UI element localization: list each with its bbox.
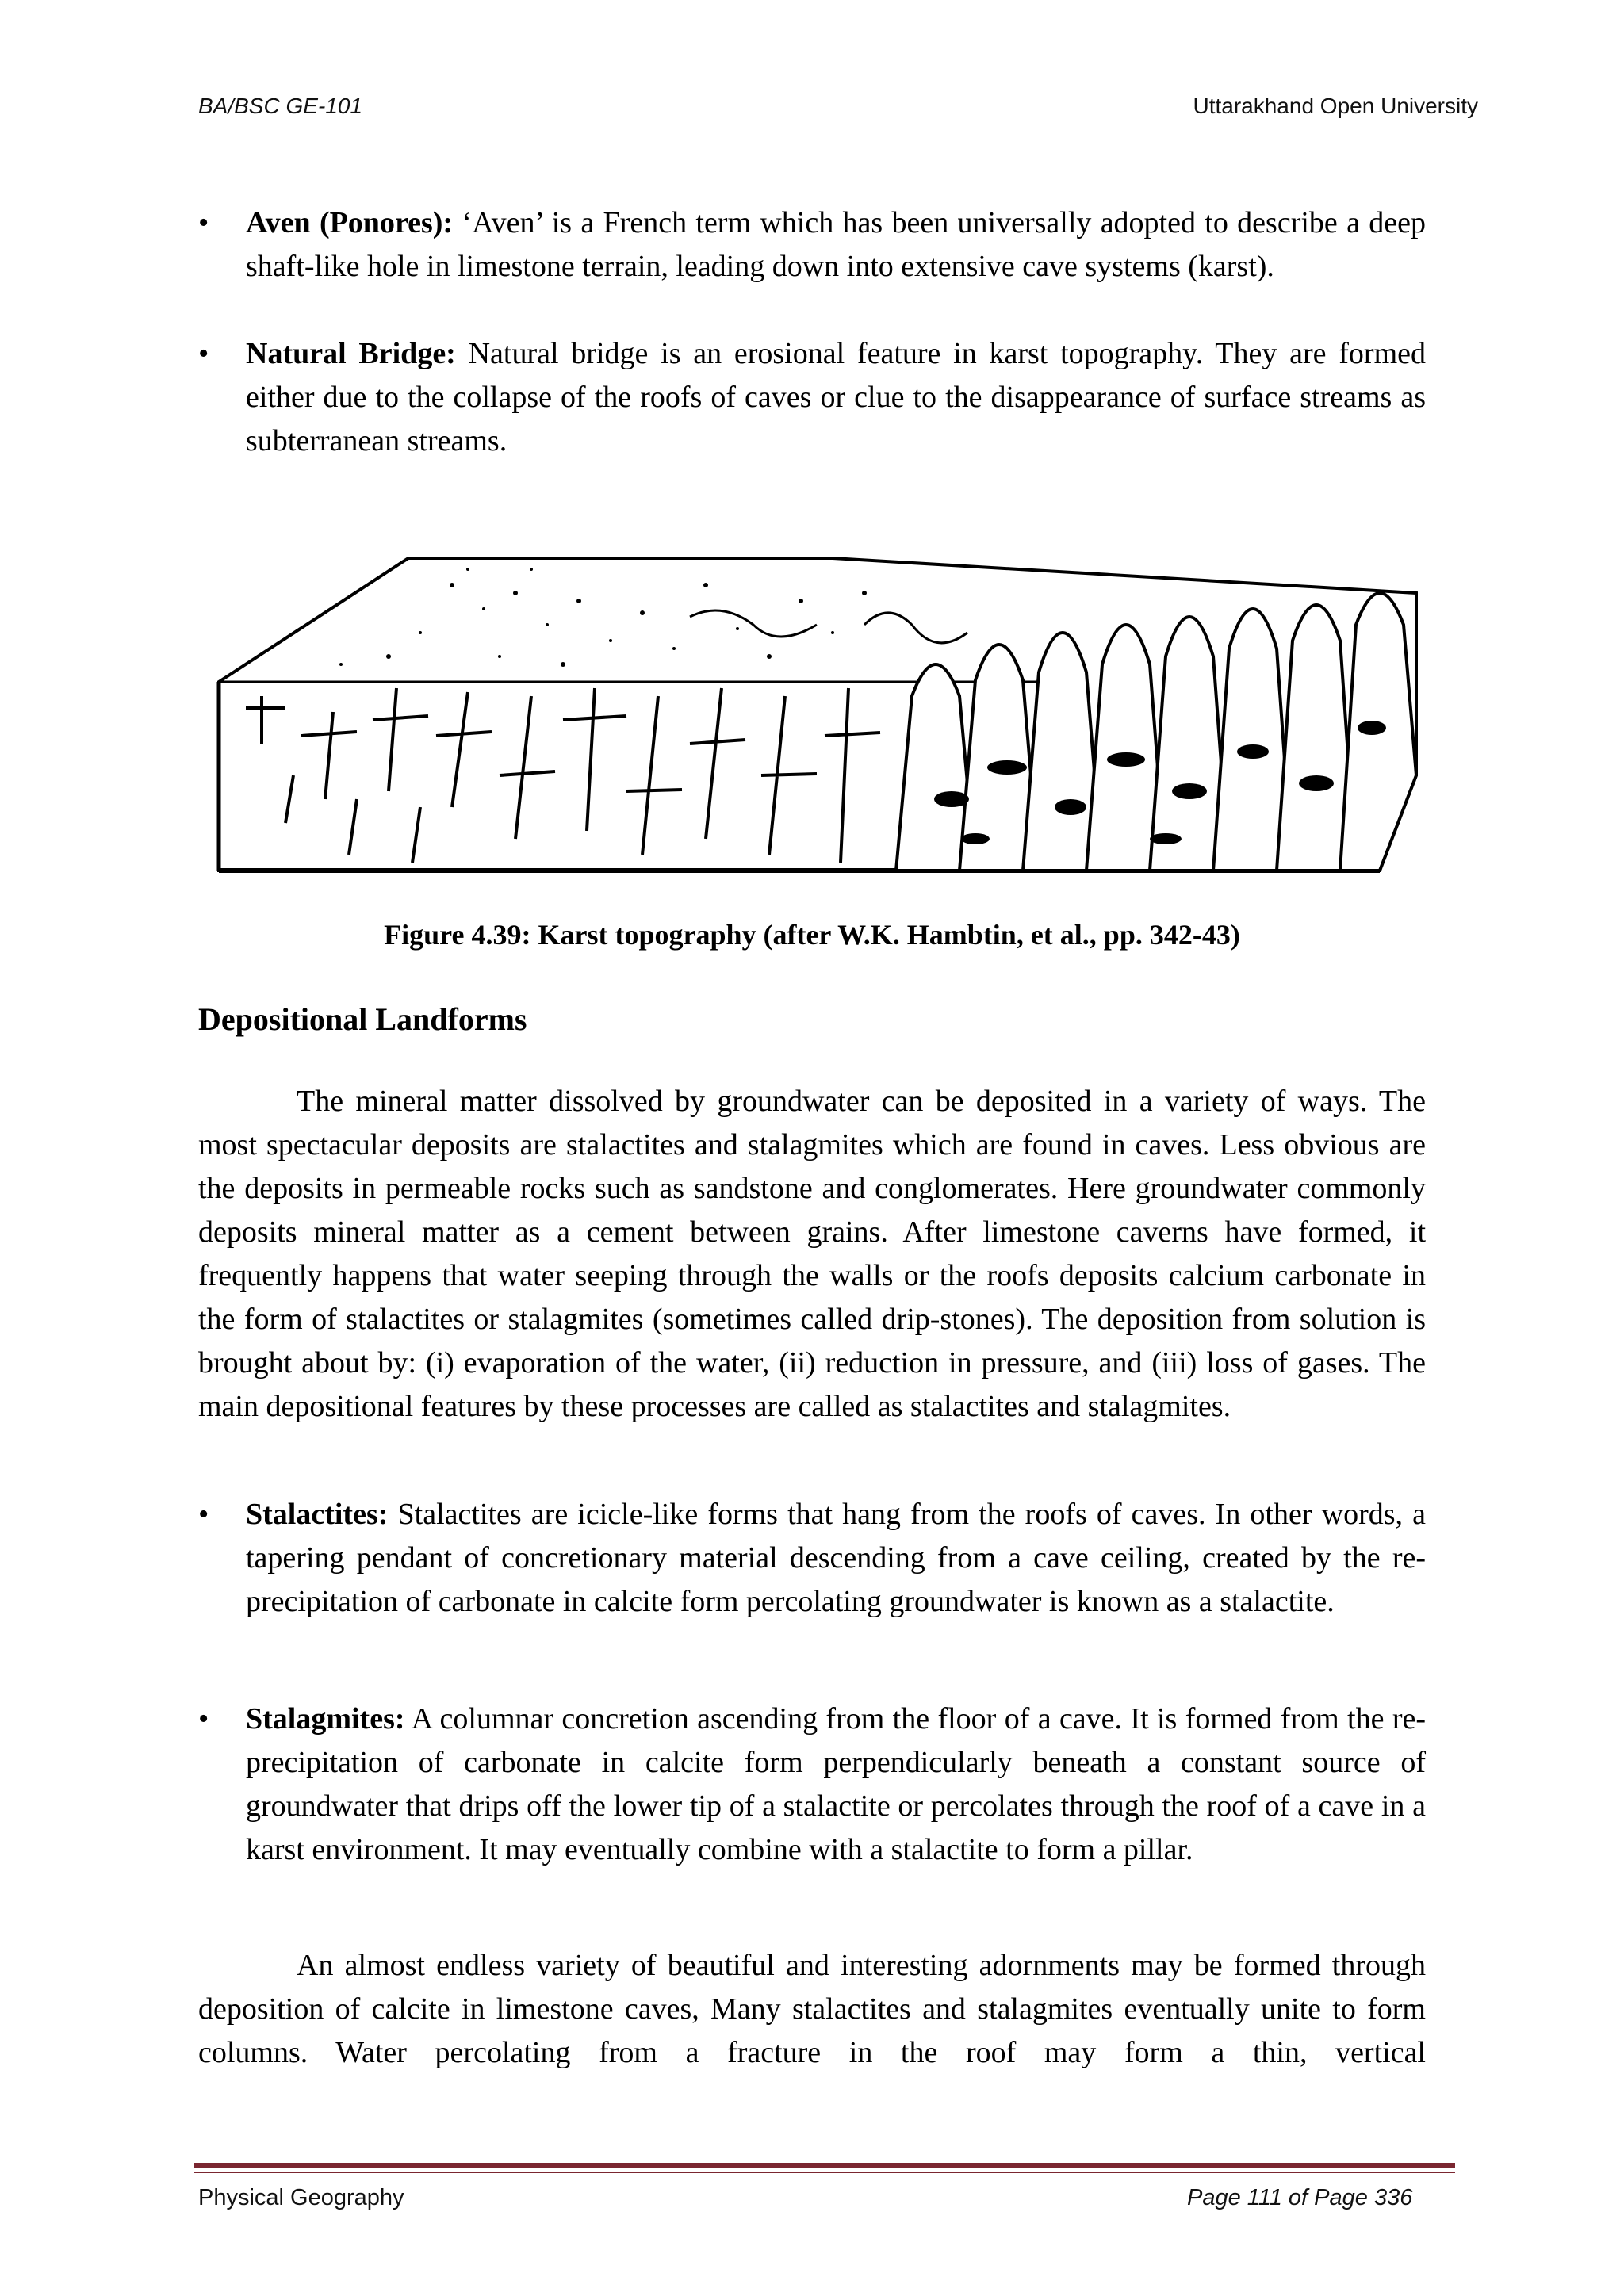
bullet-term: Stalagmites: bbox=[246, 1702, 405, 1735]
bullet-stalactites bbox=[198, 1493, 1426, 1624]
bullet-marker: • bbox=[198, 337, 209, 370]
section-title: Depositional Landforms bbox=[198, 1001, 527, 1037]
header-university: Uttarakhand Open University bbox=[1193, 94, 1478, 118]
intro-paragraph: The mineral matter dissolved by groundwater can be deposited in a variety of ways. The most spectacular deposits are stalactites and stalagmites which are found in caves. Less obvious are the deposits in permeable rocks such as sandstone and conglomerates. Here groundwater commonly deposits mineral matter as a cement between grains. After limestone caverns have formed, it frequently happens that water seeping through the walls or the roofs deposits calcium carbonate in the form of stalactites or stalagmites (sometimes called drip-stones). The deposition from solution is brought about by: (i) evaporation of the water, (ii) reduction in pressure, and (iii) loss of gases. The main depositional features by these processes are called as stalactites and stalagmites. bbox=[198, 1085, 1426, 1423]
footer-subject: Physical Geography bbox=[198, 2185, 404, 2210]
bullet-text: Natural bridge is an erosional feature in karst topography. They are formed either due to the collapse of the roofs of caves or clue to the disappearance of surface streams as subterranean streams. bbox=[246, 337, 1426, 457]
figure-caption: Figure 4.39: Karst topography (after W.K. Hambtin, et al., pp. 342-43) bbox=[384, 919, 1240, 951]
bullet-natural-bridge bbox=[198, 332, 1426, 463]
footer-page-number: Page 111 of Page 336 bbox=[1187, 2185, 1413, 2210]
footer-rule-thin bbox=[194, 2172, 1455, 2173]
footer-rule-thick bbox=[194, 2163, 1455, 2168]
header-course-code: BA/BSC GE-101 bbox=[198, 94, 362, 118]
bullet-aven bbox=[198, 201, 1426, 289]
bullet-text: A columnar concretion ascending from the floor of a cave. It is formed from the re-precipitation of carbonate in calcite form perpendicularly beneath a constant source of groundwater that drips off the lower tip of a stalactite or percolates through the roof of a cave in a karst environment. It may eventually combine with a stalactite to form a pillar. bbox=[246, 1702, 1426, 1866]
bullet-stalagmites bbox=[198, 1697, 1426, 1872]
bullet-term: Natural Bridge: bbox=[246, 337, 456, 370]
bullet-marker: • bbox=[198, 206, 209, 239]
karst-topography-figure bbox=[214, 538, 1427, 894]
bullet-marker: • bbox=[198, 1702, 209, 1735]
bullet-marker: • bbox=[198, 1498, 209, 1531]
bullet-text: Stalactites are icicle-like forms that hang from the roofs of caves. In other words, a tapering pendant of concretionary material descending from a cave ceiling, created by the re-precipitation of carbonate in calcite form percolating groundwater is known as a stalactite. bbox=[246, 1498, 1426, 1618]
closing-paragraph: An almost endless variety of beautiful and interesting adornments may be formed through deposition of calcite in limestone caves, Many stalactites and stalagmites eventually unite to form columns. Water percolating from a fracture in the roof may form a thin, vertical bbox=[198, 1949, 1426, 2069]
bullet-term: Stalactites: bbox=[246, 1498, 389, 1531]
bullet-term: Aven (Ponores): bbox=[246, 206, 454, 239]
bullet-text: ‘Aven’ is a French term which has been universally adopted to describe a deep shaft-like hole in limestone terrain, leading down into extensive cave systems (karst). bbox=[246, 206, 1427, 283]
